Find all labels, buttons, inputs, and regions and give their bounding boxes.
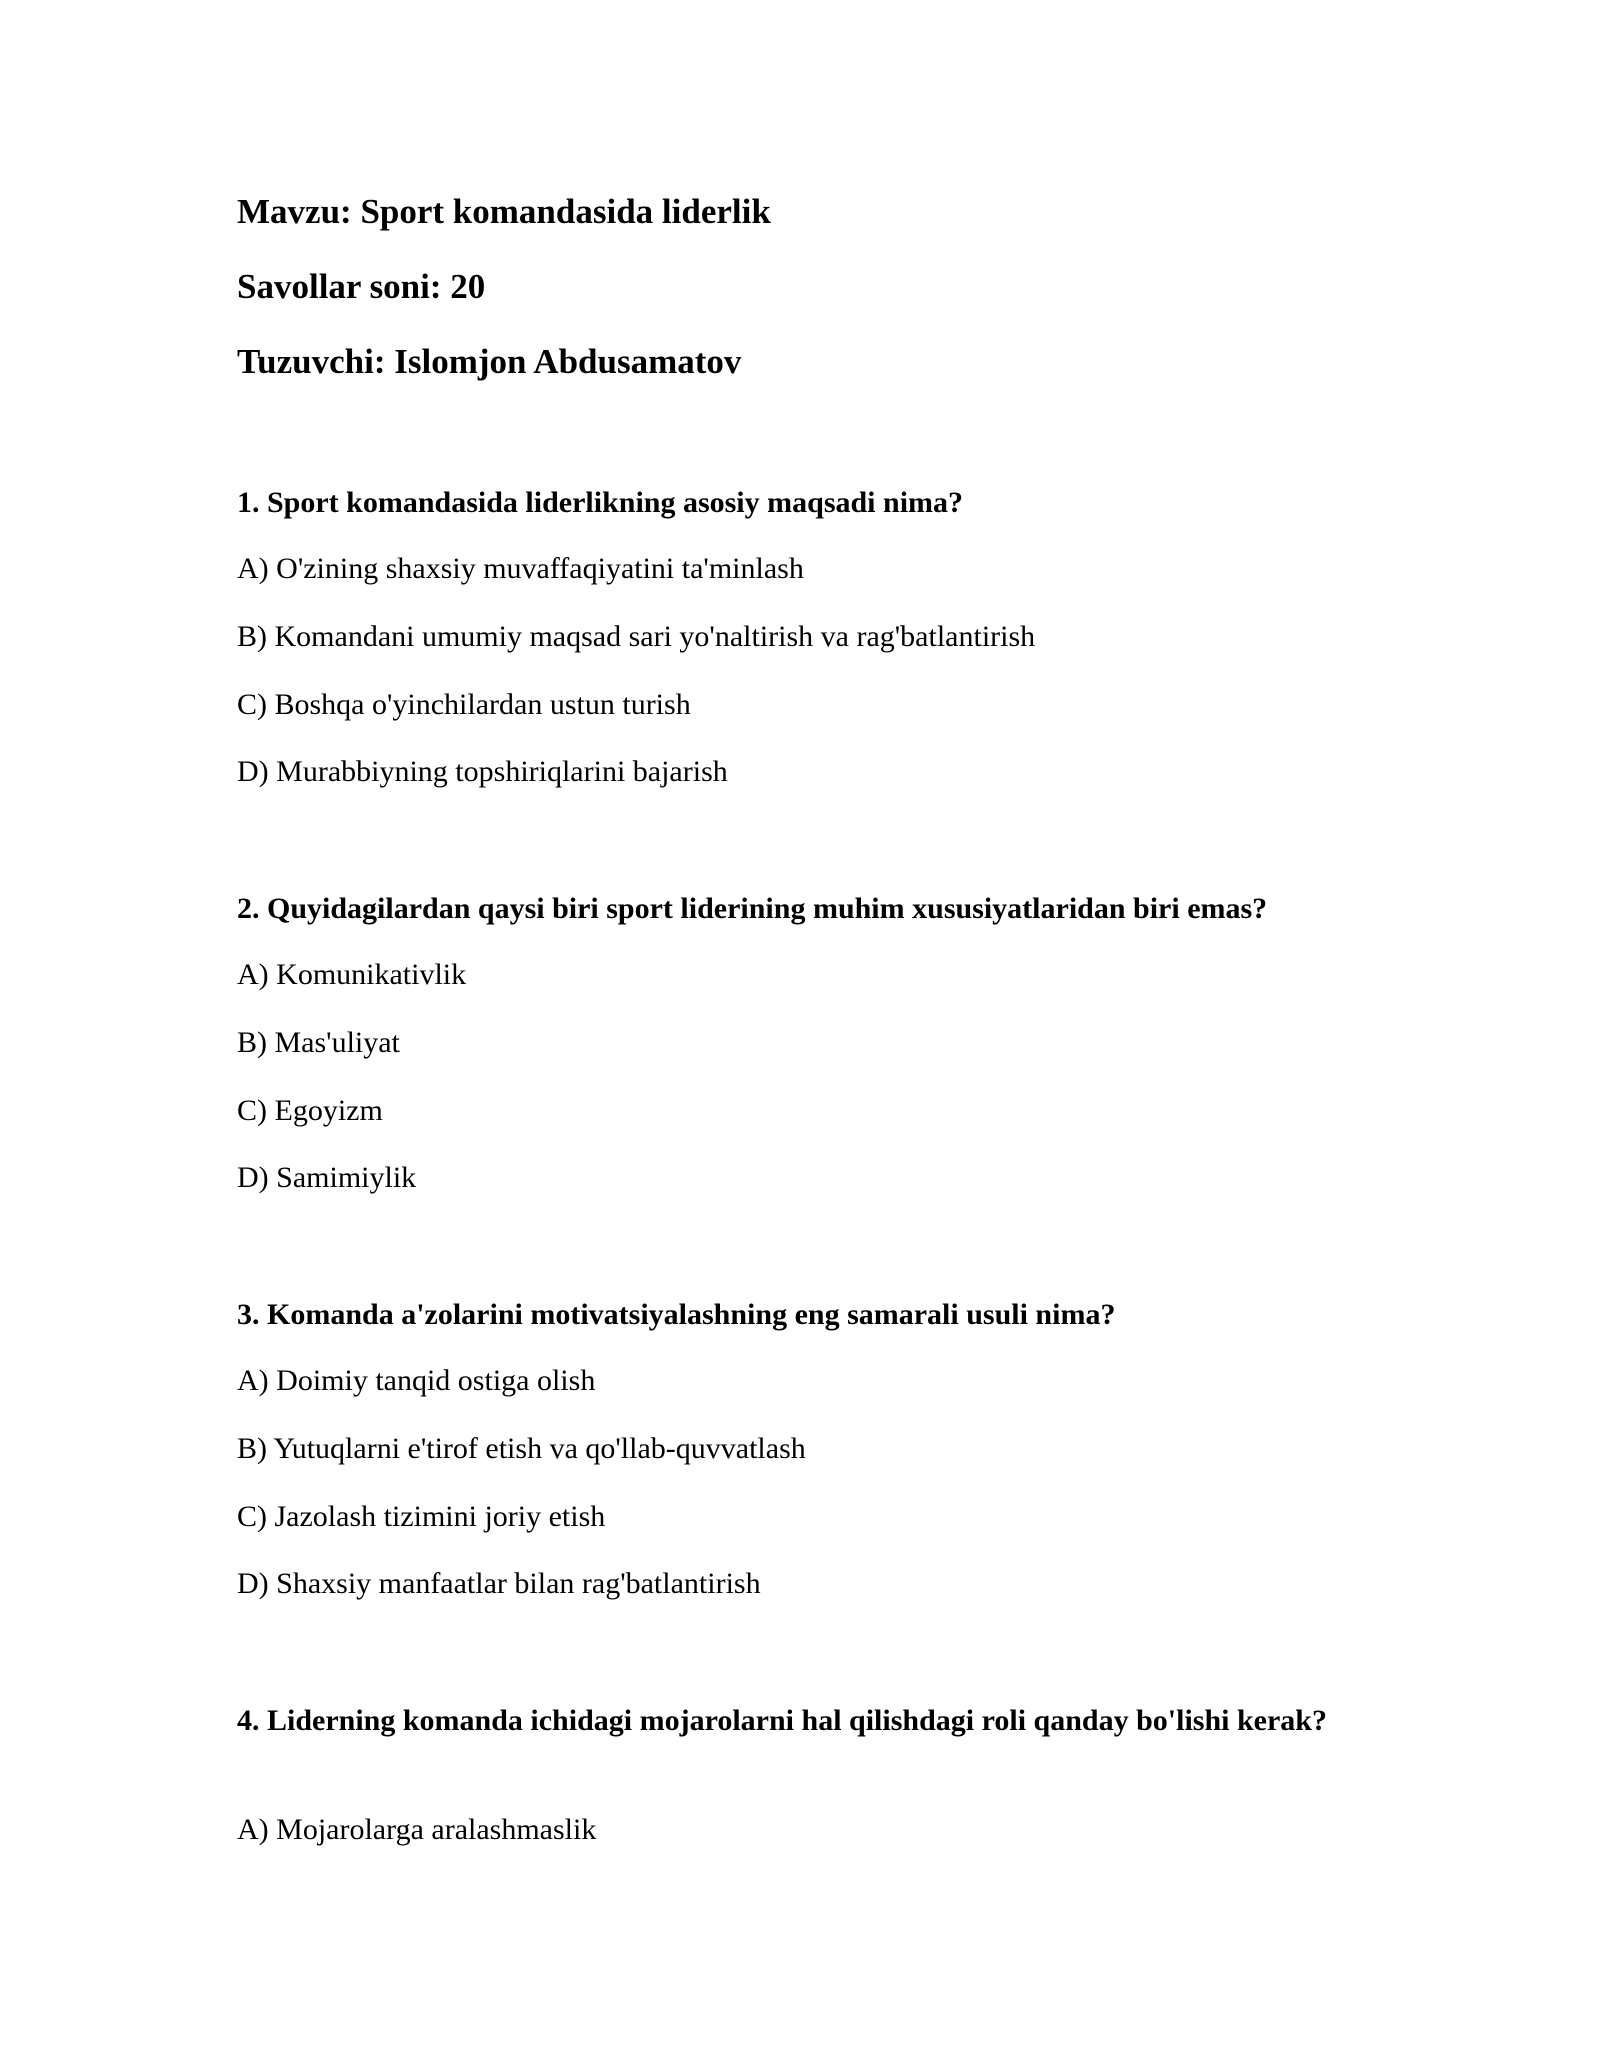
question-3-text: 3. Komanda a'zolarini motivatsiyalashning eng samarali usuli nima?: [237, 1298, 1116, 1331]
question-2-text: 2. Quyidagilardan qaysi biri sport liderining muhim xususiyatlaridan biri emas?: [237, 892, 1268, 925]
question-1-option-d: D) Murabbiyning topshiriqlarini bajarish: [237, 755, 728, 788]
document-author: Tuzuvchi: Islomjon Abdusamatov: [237, 342, 742, 381]
question-1-option-b: B) Komandani umumiy maqsad sari yo'naltirish va rag'batlantirish: [237, 620, 1036, 653]
question-2-option-a: A) Komunikativlik: [237, 958, 467, 991]
question-3-option-d: D) Shaxsiy manfaatlar bilan rag'batlantirish: [237, 1567, 761, 1600]
question-2-option-b: B) Mas'uliyat: [237, 1026, 400, 1059]
question-3-option-c: C) Jazolash tizimini joriy etish: [237, 1500, 606, 1533]
question-4-text: 4. Liderning komanda ichidagi mojarolarni hal qilishdagi roli qanday bo'lishi kerak?: [237, 1704, 1327, 1737]
question-1-option-a: A) O'zining shaxsiy muvaffaqiyatini ta'minlash: [237, 552, 804, 585]
question-2-option-d: D) Samimiylik: [237, 1161, 417, 1194]
question-3-option-b: B) Yutuqlarni e'tirof etish va qo'llab-quvvatlash: [237, 1432, 806, 1465]
question-count: Savollar soni: 20: [237, 267, 486, 306]
document-topic: Mavzu: Sport komandasida liderlik: [237, 192, 771, 231]
question-3-option-a: A) Doimiy tanqid ostiga olish: [237, 1364, 596, 1397]
question-4-option-a: A) Mojarolarga aralashmaslik: [237, 1813, 597, 1846]
question-1-text: 1. Sport komandasida liderlikning asosiy maqsadi nima?: [237, 486, 964, 519]
question-2-option-c: C) Egoyizm: [237, 1094, 383, 1127]
question-1-option-c: C) Boshqa o'yinchilardan ustun turish: [237, 688, 691, 721]
